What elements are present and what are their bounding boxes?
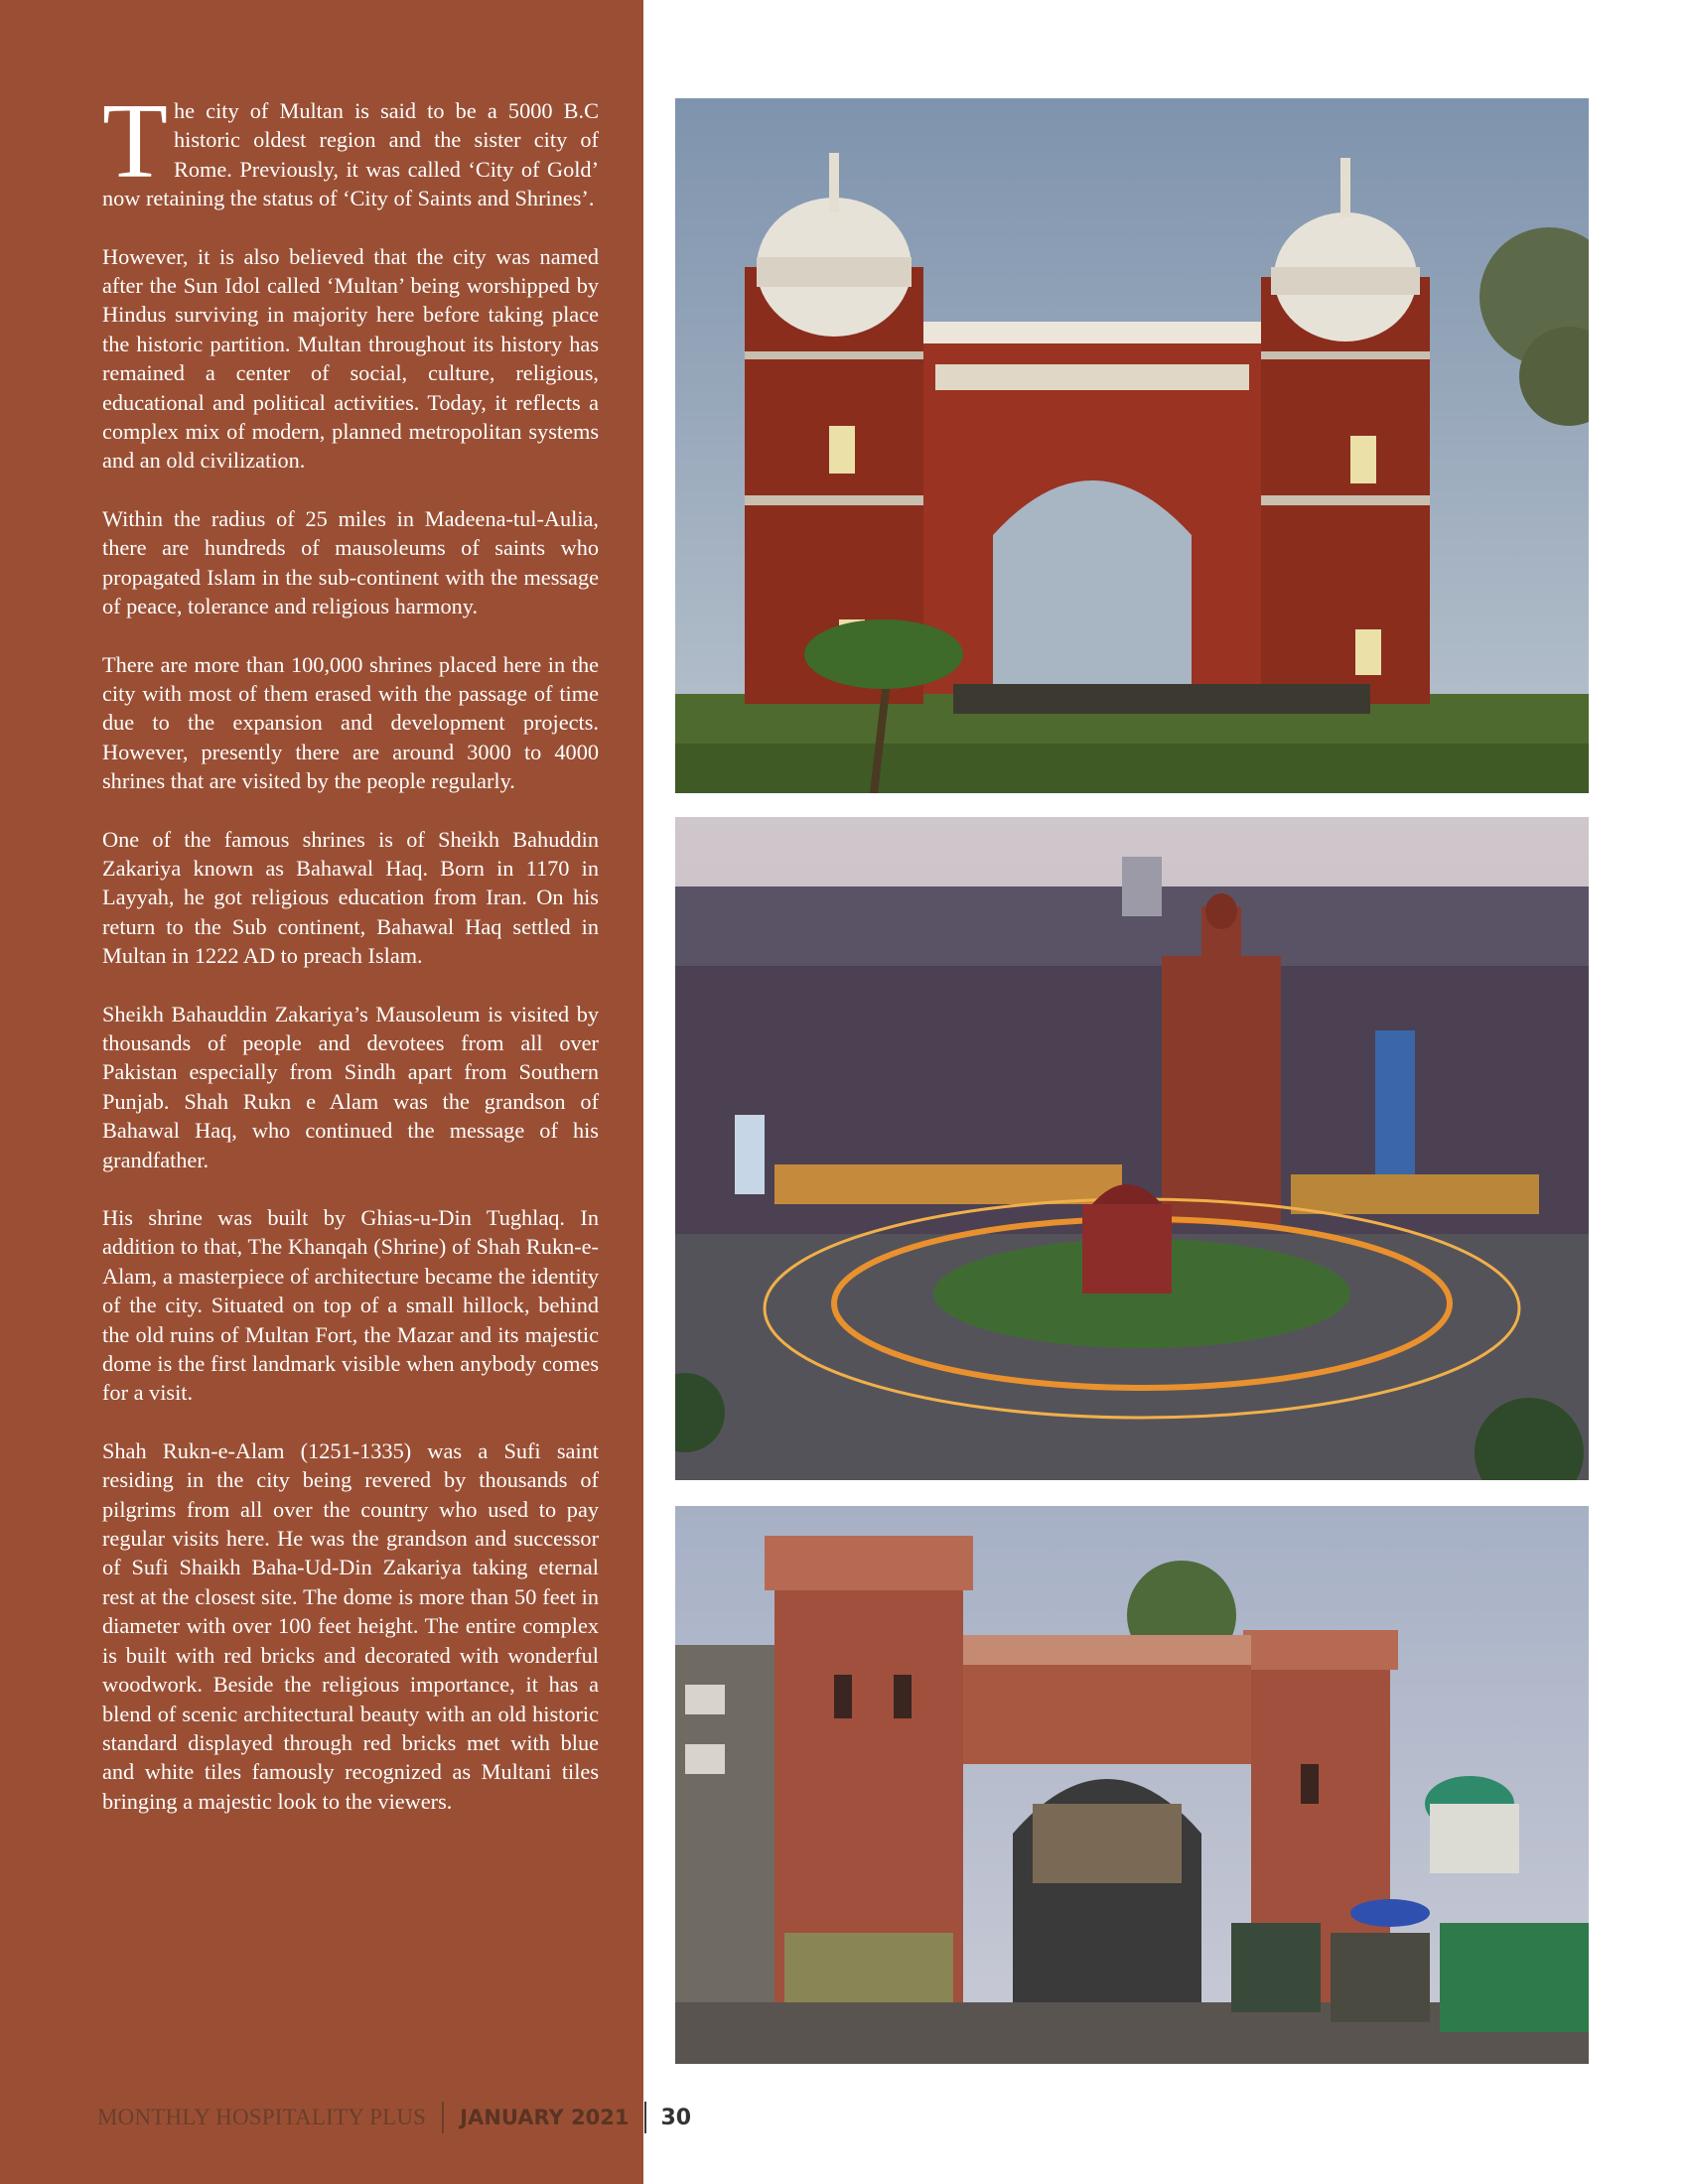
article-paragraph: However, it is also believed that the city was named after the Sun Idol called ‘Multan’ being worshipped by Hindus surviving in majority here before taking place the historic partition. Multan throughout its history has remained a center of social, culture, religious, educational and political activities. Today, it reflects a complex mix of modern, planned metropolitan systems and an old civilization. bbox=[102, 243, 599, 474]
article-paragraph: His shrine was built by Ghias-u-Din Tughlaq. In addition to that, The Khanqah (Shrine) of Shah Rukn-e-Alam, a masterpiece of architecture became the identity of the city. Situated on top of a small hillock, behind the old ruins of Multan Fort, the Mazar and its majestic dome is the first landmark visible when anybody comes for a visit. bbox=[102, 1205, 599, 1406]
article-paragraph: One of the famous shrines is of Sheikh Bahuddin Zakariya known as Bahawal Haq. Born in 1170 in Layyah, he got religious education from Iran. On his return to the Sub continent, Bahawal Haq settled in Multan in 1222 AD to preach Islam. bbox=[102, 826, 599, 969]
article-paragraph: Shah Rukn-e-Alam (1251-1335) was a Sufi saint residing in the city being revered by thousands of pilgrims from all over the country who used to pay regular visits here. He was the grandson and successor of Sufi Shaikh Baha-Ud-Din Zakariya taking eternal rest at the closest site. The dome is more than 50 feet in diameter with over 100 feet height. The entire complex is built with red bricks and decorated with wonderful woodwork. Beside the religious importance, it has a blend of scenic architectural beauty with an old historic standard displayed through red bricks met with blue and white tiles famously recognized as Multani tiles bringing a majestic look to the viewers. bbox=[102, 1437, 599, 1814]
footer-divider bbox=[644, 2102, 646, 2133]
page-footer bbox=[97, 2101, 691, 2134]
text-sidebar bbox=[0, 0, 643, 2184]
article-body bbox=[102, 82, 599, 1844]
article-paragraph: There are more than 100,000 shrines placed here in the city with most of them erased with the passage of time due to the expansion and development projects. However, presently there are around 3000 to 4000 shrines that are visited by the people regularly. bbox=[102, 651, 599, 794]
footer-divider bbox=[442, 2102, 444, 2133]
page-number: 30 bbox=[660, 2105, 692, 2130]
photo-city-roundabout bbox=[675, 817, 1589, 1480]
issue-date: JANUARY 2021 bbox=[460, 2106, 630, 2129]
article-paragraph: Within the radius of 25 miles in Madeena-tul-Aulia, there are hundreds of mausoleums of saints who propagated Islam in the sub-continent with the message of peace, tolerance and religious harmony. bbox=[102, 505, 599, 619]
drop-cap: T bbox=[102, 82, 168, 201]
paragraph-text: he city of Multan is said to be a 5000 B.C historic oldest region and the sister city of Rome. Previously, it was called ‘City of Gold’ now retaining the status of ‘City of Saints and Shrines’. bbox=[102, 98, 599, 211]
photo-brick-gate bbox=[675, 1506, 1589, 2064]
magazine-name: MONTHLY HOSPITALITY PLUS bbox=[97, 2105, 427, 2129]
photo-twin-dome-gate bbox=[675, 98, 1589, 793]
article-paragraph: Sheikh Bahauddin Zakariya’s Mausoleum is visited by thousands of people and devotees from all over Pakistan especially from Sindh apart from Southern Punjab. Shah Rukn e Alam was the grandson of Bahawal Haq, who continued the message of his grandfather. bbox=[102, 1001, 599, 1172]
article-paragraph bbox=[102, 82, 599, 213]
